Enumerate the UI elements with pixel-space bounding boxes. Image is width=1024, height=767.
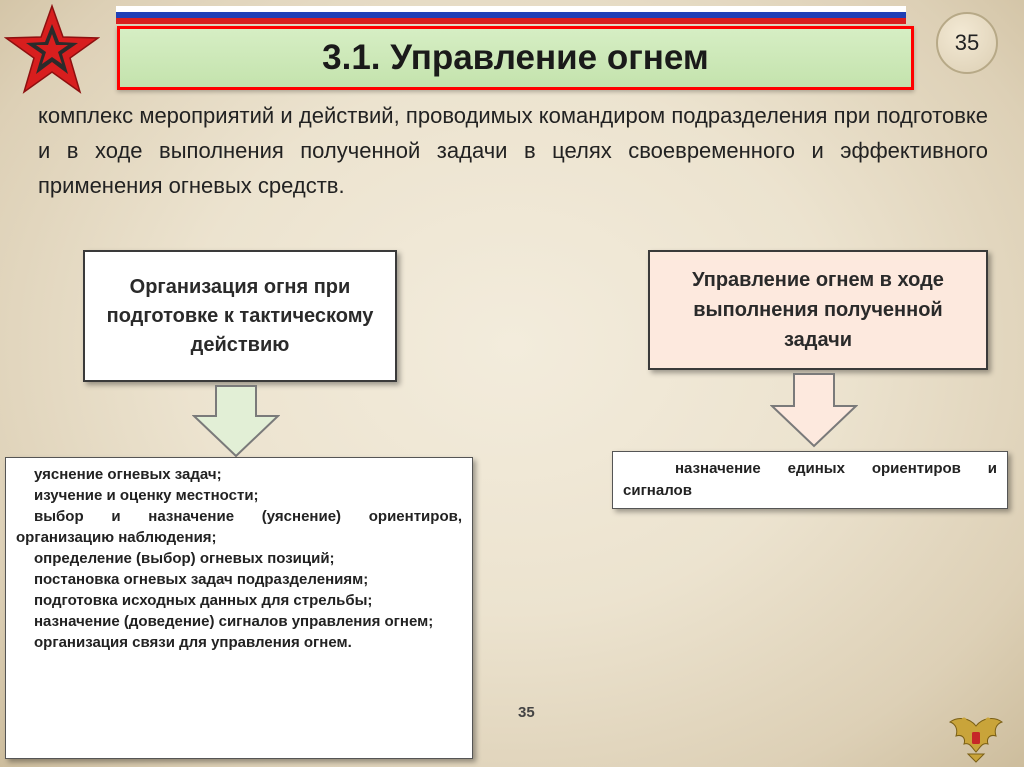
down-arrow-icon [192, 384, 280, 458]
tricolor-stripe [116, 6, 906, 24]
double-headed-eagle-icon [944, 712, 1008, 764]
list-item: выбор и назначение (уяснение) ориентиров, организацию наблюдения; [16, 508, 462, 546]
list-item: уяснение огневых задач; [34, 466, 222, 483]
page-title: 3.1. Управление огнем [322, 38, 709, 77]
execution-note [612, 451, 1008, 509]
list-item: подготовка исходных данных для стрельбы; [34, 592, 373, 609]
list-item: изучение и оценку местности; [34, 487, 259, 504]
down-arrow-icon [770, 372, 858, 448]
title-banner [117, 26, 914, 90]
list-item: определение (выбор) огневых позиций; [34, 550, 335, 567]
list-item: назначение (доведение) сигналов управления огнем; [34, 613, 434, 630]
right-heading-box [648, 250, 988, 370]
footer-page-number: 35 [518, 704, 535, 721]
definition-text: комплекс мероприятий и действий, проводимых командиром подразделения при подготовке и в ходе выполнения полученной задачи в целях своевременного и эффективного применения огневых средств. [38, 103, 988, 198]
list-item: организация связи для управления огнем. [34, 634, 352, 651]
right-heading: Управление огнем в ходе выполнения полученной задачи [692, 269, 944, 351]
page-number-badge: 35 [936, 12, 998, 74]
execution-note-text: назначение единых ориентиров и сигналов [623, 460, 997, 499]
red-star-icon [4, 4, 100, 96]
left-heading: Организация огня при подготовке к тактическому действию [106, 275, 374, 356]
left-heading-box [83, 250, 397, 382]
list-item: постановка огневых задач подразделениям; [34, 571, 369, 588]
preparation-tasks-list [5, 457, 473, 759]
